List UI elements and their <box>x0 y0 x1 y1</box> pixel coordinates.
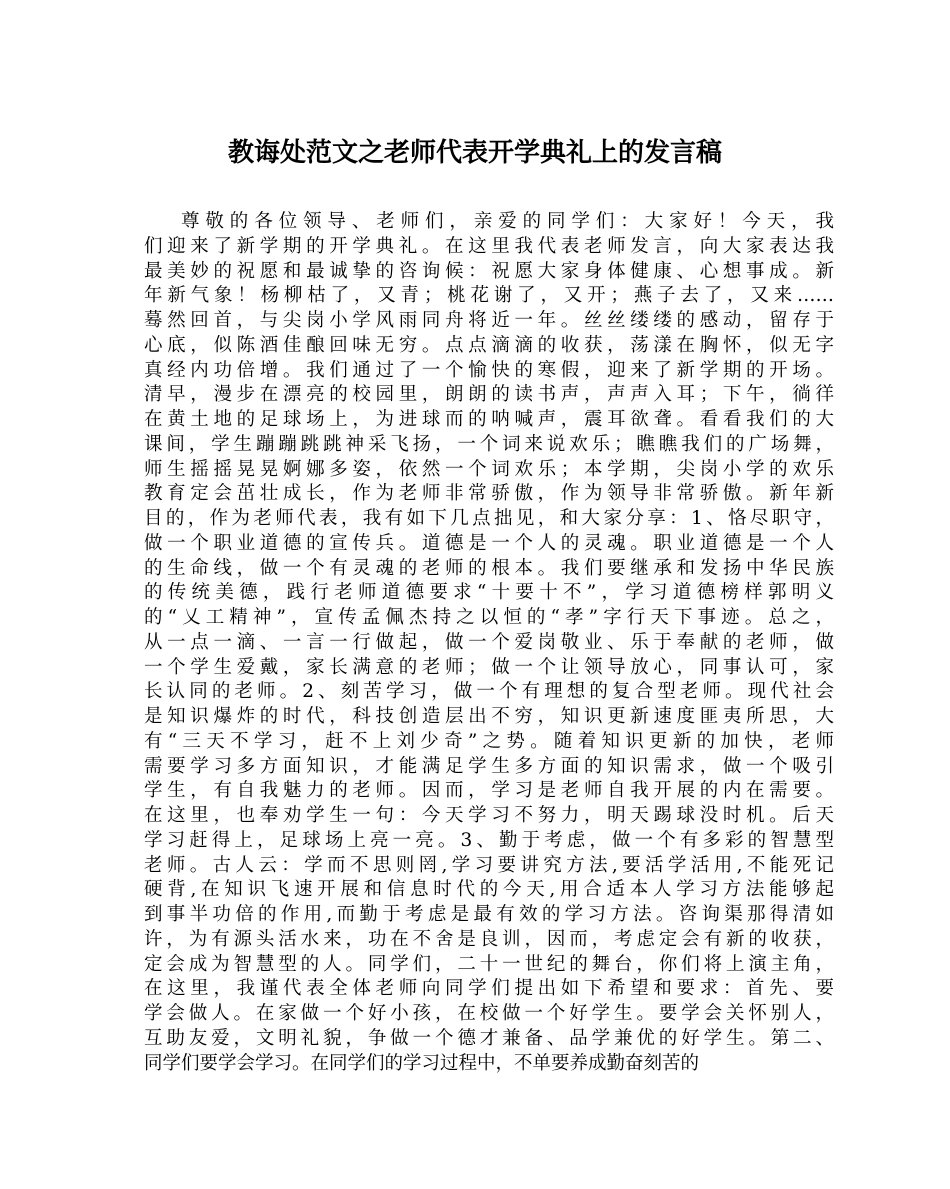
body-line: 需要学习多方面知识，才能满足学生多方面的知识需求，做一个吸引 <box>144 755 834 777</box>
body-line: 互助友爱，文明礼貌，争做一个德才兼备、品学兼优的好学生。第二、 <box>144 1027 834 1049</box>
body-line: 蓦然回首，与尖岗小学风雨同舟将近一年。丝丝缕缕的感动，留存于 <box>144 310 834 331</box>
body-line: 同学们要学会学习。在同学们的学习过程中，不单要养成勤奋刻苦的 <box>144 1052 700 1074</box>
body-line: 在这里，我谨代表全体老师向同学们提出如下希望和要求：首先、要 <box>144 978 834 1000</box>
body-line: 定会成为智慧型的人。同学们，二十一世纪的舞台，你们将上演主角， <box>144 953 834 975</box>
body-line: 有“三天不学习，赶不上刘少奇”之势。随着知识更新的加快，老师 <box>144 730 834 752</box>
body-line: 课间，学生蹦蹦跳跳神采飞扬，一个词来说欢乐；瞧瞧我们的广场舞， <box>144 433 834 455</box>
body-line: 许，为有源头活水来，功在不舍是良训，因而，考虑定会有新的收获， <box>144 928 834 950</box>
body-line: 长认同的老师。2、刻苦学习，做一个有理想的复合型老师。现代社会 <box>144 681 834 703</box>
body-line: 在黄土地的足球场上，为进球而的呐喊声，震耳欲聋。看看我们的大 <box>144 409 834 430</box>
body-line: 心底，似陈酒佳酿回味无穷。点点滴滴的收获，荡漾在胸怀，似无字 <box>144 334 834 356</box>
body-line: 从一点一滴、一言一行做起，做一个爱岗敬业、乐于奉献的老师，做 <box>144 631 834 653</box>
document-title: 教诲处范文之老师代表开学典礼上的发言稿 <box>227 138 722 168</box>
body-line: 到事半功倍的作用,而勤于考虑是最有效的学习方法。咨询渠那得清如 <box>144 904 834 925</box>
body-line: 在这里，也奉劝学生一句：今天学习不努力，明天踢球没时机。后天 <box>144 805 834 826</box>
body-line: 做一个职业道德的宣传兵。道德是一个人的灵魂。职业道德是一个人 <box>144 532 834 554</box>
body-line: 的传统美德，践行老师道德要求“十要十不”，学习道德榜样郭明义 <box>144 582 834 604</box>
body-line: 学生，有自我魅力的老师。因而，学习是老师自我开展的内在需要。 <box>144 780 834 802</box>
body-line: 的“乂工精神”，宣传孟佩杰持之以恒的“孝”字行天下事迹。总之， <box>144 607 834 628</box>
body-line: 硬背,在知识飞速开展和信息时代的今天,用合适本人学习方法能够起 <box>144 879 834 901</box>
body-line: 们迎来了新学期的开学典礼。在这里我代表老师发言，向大家表达我 <box>144 235 834 257</box>
body-line: 是知识爆炸的时代，科技创造层出不穷，知识更新速度匪夷所思，大 <box>144 706 834 727</box>
body-line: 教育定会茁壮成长，作为老师非常骄傲，作为领导非常骄傲。新年新 <box>144 483 834 505</box>
body-line: 老师。古人云：学而不思则罔,学习要讲究方法,要活学活用,不能死记 <box>144 854 834 876</box>
body-line: 年新气象！杨柳枯了，又青；桃花谢了，又开；燕子去了，又来…… <box>144 285 834 307</box>
body-line: 师生摇摇晃晃婀娜多姿，依然一个词欢乐；本学期，尖岗小学的欢乐 <box>144 458 834 480</box>
body-line: 真经内功倍增。我们通过了一个愉快的寒假，迎来了新学期的开场。 <box>144 359 834 381</box>
body-line: 的生命线，做一个有灵魂的老师的根本。我们要继承和发扬中华民族 <box>144 557 834 579</box>
document-body <box>144 210 834 1076</box>
body-line: 学习赶得上，足球场上亮一亮。3、勤于考虑，做一个有多彩的智慧型 <box>144 829 834 851</box>
body-line: 最美妙的祝愿和最诚挚的咨询候：祝愿大家身体健康、心想事成。新 <box>144 260 834 282</box>
body-line: 清早，漫步在漂亮的校园里，朗朗的读书声，声声入耳；下午，徜徉 <box>144 384 834 406</box>
body-line: 尊敬的各位领导、老师们，亲爱的同学们：大家好！今天，我 <box>181 211 834 232</box>
body-line: 目的，作为老师代表，我有如下几点拙见，和大家分享：1、恪尽职守， <box>144 508 834 529</box>
body-line: 学会做人。在家做一个好小孩，在校做一个好学生。要学会关怀别人， <box>144 1003 834 1024</box>
body-line: 一个学生爱戴，家长满意的老师；做一个让领导放心，同事认可，家 <box>144 656 834 678</box>
